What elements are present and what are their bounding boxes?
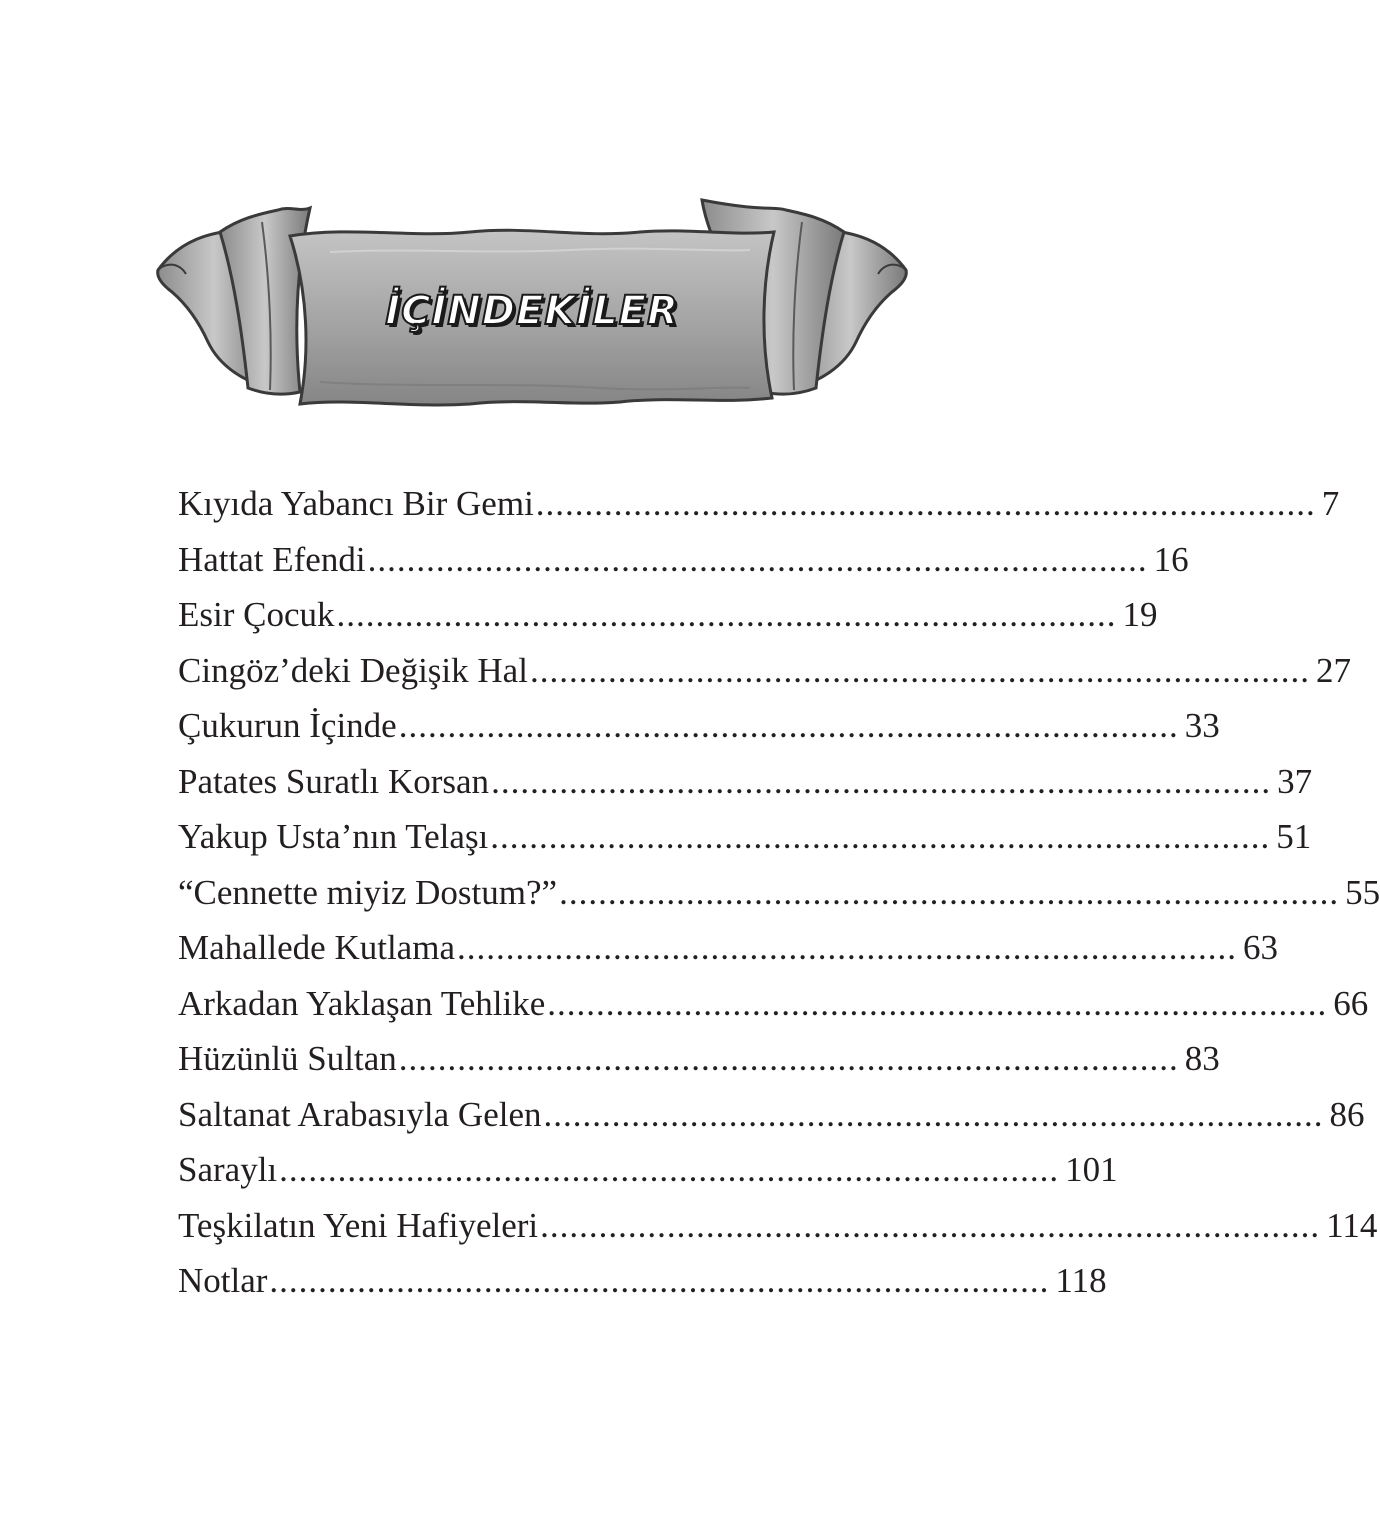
toc-entry-page-number: 55 bbox=[1345, 872, 1380, 912]
toc-entry bbox=[178, 1031, 1220, 1087]
toc-entry-title: Teşkilatın Yeni Hafiyeleri bbox=[178, 1205, 539, 1245]
toc-leader-dots: ................................................................................ bbox=[336, 595, 1117, 634]
toc-entry bbox=[178, 865, 1380, 921]
toc-leader-dots: ................................................................................ bbox=[269, 1261, 1050, 1300]
toc-entry bbox=[178, 1253, 1107, 1309]
toc-entry bbox=[178, 532, 1189, 588]
toc-leader-dots: ................................................................................ bbox=[559, 872, 1340, 912]
toc-entry-title: Mahallede Kutlama bbox=[178, 928, 455, 967]
toc-entry-page-number: 86 bbox=[1329, 1094, 1365, 1134]
toc-entry bbox=[178, 698, 1220, 754]
toc-entry-page-number: 51 bbox=[1276, 817, 1312, 856]
toc-leader-dots: ................................................................................ bbox=[279, 1150, 1060, 1189]
toc-entry bbox=[178, 643, 1351, 699]
toc-entry-page-number: 19 bbox=[1122, 595, 1158, 634]
toc-entry-page-number: 101 bbox=[1065, 1150, 1118, 1189]
toc-entry bbox=[178, 920, 1278, 976]
toc-entry bbox=[178, 1087, 1365, 1143]
toc-leader-dots: ................................................................................ bbox=[456, 928, 1237, 967]
toc-leader-dots: ................................................................................ bbox=[367, 539, 1148, 579]
toc-entry-page-number: 7 bbox=[1321, 484, 1340, 523]
toc-leader-dots: ................................................................................ bbox=[547, 983, 1328, 1023]
toc-entry-page-number: 66 bbox=[1333, 983, 1369, 1023]
toc-entry-title: Çukurun İçinde bbox=[178, 706, 397, 745]
toc-entry-page-number: 118 bbox=[1055, 1261, 1107, 1300]
toc-entry bbox=[178, 1198, 1378, 1254]
toc-entry-page-number: 114 bbox=[1326, 1205, 1378, 1245]
toc-entry bbox=[178, 1142, 1118, 1198]
toc-leader-dots: ................................................................................ bbox=[491, 761, 1272, 801]
toc-entry bbox=[178, 587, 1158, 643]
toc-entry-page-number: 33 bbox=[1184, 706, 1220, 745]
toc-entry-title: Kıyıda Yabancı Bir Gemi bbox=[178, 484, 534, 523]
toc-entry-title: Cingöz’deki Değişik Hal bbox=[178, 650, 528, 690]
toc-entry-title: Saltanat Arabasıyla Gelen bbox=[178, 1094, 542, 1134]
toc-entry bbox=[178, 754, 1313, 810]
toc-entry bbox=[178, 809, 1312, 865]
toc-entry-title: Esir Çocuk bbox=[178, 595, 335, 634]
toc-leader-dots: ................................................................................ bbox=[490, 817, 1271, 856]
toc-leader-dots: ................................................................................ bbox=[543, 1094, 1324, 1134]
table-of-contents bbox=[178, 476, 1380, 1309]
page-title: İÇİNDEKİLER bbox=[385, 288, 679, 334]
toc-leader-dots: ................................................................................ bbox=[398, 1039, 1179, 1078]
toc-entry bbox=[178, 476, 1340, 532]
toc-entry-title: Saraylı bbox=[178, 1150, 278, 1189]
toc-entry-title: Yakup Usta’nın Telaşı bbox=[178, 817, 489, 856]
toc-entry-page-number: 27 bbox=[1315, 650, 1351, 690]
toc-entry-title: Arkadan Yaklaşan Tehlike bbox=[178, 983, 546, 1023]
toc-entry-title: Hüzünlü Sultan bbox=[178, 1039, 397, 1078]
toc-leader-dots: ................................................................................ bbox=[540, 1205, 1321, 1245]
scroll-banner bbox=[150, 192, 914, 414]
toc-leader-dots: ................................................................................ bbox=[398, 706, 1179, 745]
toc-entry-page-number: 63 bbox=[1242, 928, 1278, 967]
toc-leader-dots: ................................................................................ bbox=[529, 650, 1310, 690]
toc-entry-title: Patates Suratlı Korsan bbox=[178, 761, 490, 801]
toc-entry-title: “Cennette miyiz Dostum?” bbox=[178, 872, 558, 912]
toc-entry-title: Hattat Efendi bbox=[178, 539, 366, 579]
toc-entry-page-number: 16 bbox=[1153, 539, 1189, 579]
toc-entry-title: Notlar bbox=[178, 1261, 268, 1300]
toc-entry-page-number: 83 bbox=[1184, 1039, 1220, 1078]
toc-leader-dots: ................................................................................ bbox=[535, 484, 1316, 523]
toc-entry-page-number: 37 bbox=[1277, 761, 1313, 801]
toc-entry bbox=[178, 976, 1369, 1032]
